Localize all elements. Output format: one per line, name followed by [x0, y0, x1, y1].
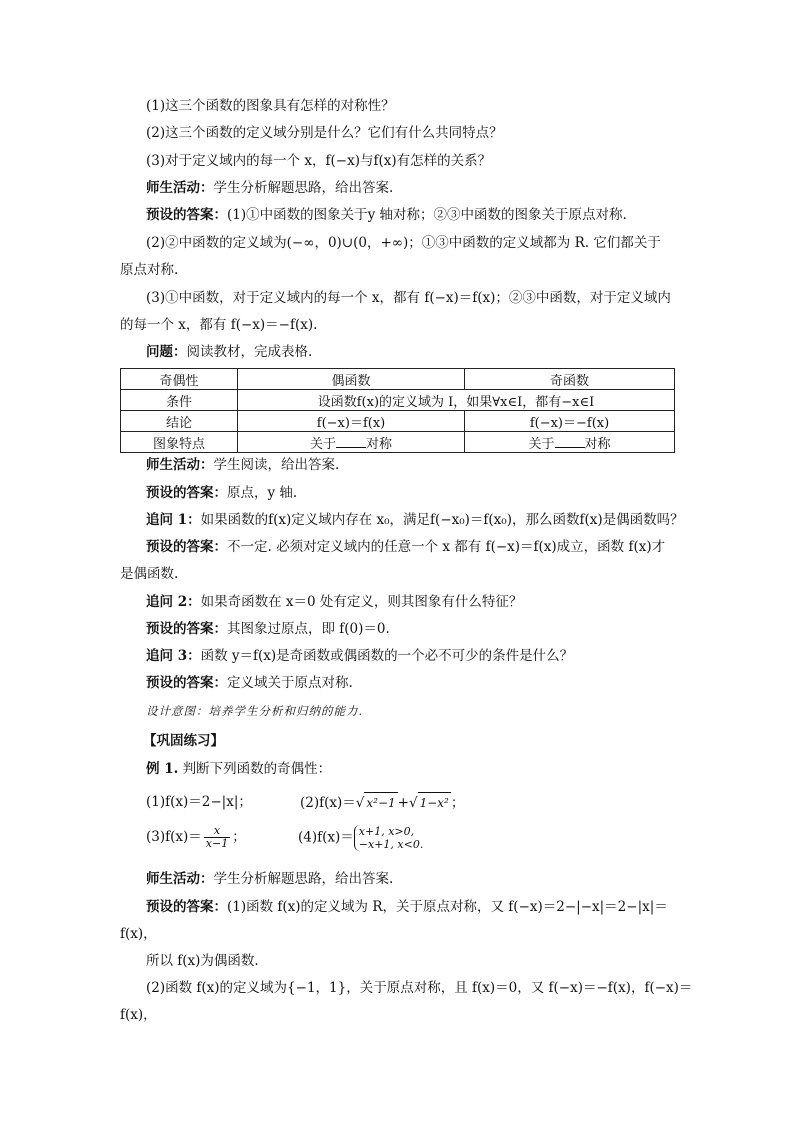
- case-2: −x+1, x<0.: [358, 838, 424, 851]
- answer-1-line-4: (3)①中函数，对于定义域内的每一个 x，都有 f(−x)＝f(x)；②③中函数，对于定义域内: [146, 290, 671, 306]
- fill-blank[interactable]: [555, 433, 585, 448]
- follow-up-question-2: [146, 592, 522, 612]
- table-header-cell: 偶函数: [238, 369, 465, 390]
- example-function-4: [298, 825, 423, 851]
- answer-6-line-4: (2)函数 f(x)的定义域为{−1，1}，关于原点对称，且 f(x)＝0，又 f(−x)＝−f(x)，f(−x)＝: [146, 980, 693, 996]
- answer-label: 预设的答案：: [146, 207, 227, 223]
- f4-prefix: (4)f(x)＝: [298, 829, 354, 846]
- parity-table: [120, 368, 675, 453]
- piecewise-cases: [354, 825, 424, 851]
- intro-question-3: (3)对于定义域内的每一个 x，f(−x)与f(x)有怎样的关系？: [146, 153, 492, 169]
- f2-prefix: (2)f(x)＝: [300, 795, 356, 811]
- intro-question-1: (1)这三个函数的图象具有怎样的对称性？: [146, 98, 395, 114]
- f2-plus: +: [397, 795, 409, 811]
- example-function-2: (2)f(x)＝√ x²−1 +√ 1−x² ；: [300, 792, 464, 813]
- example-1-prompt: [146, 759, 331, 779]
- f2-suffix: ；: [450, 795, 465, 811]
- followup-text: 如果奇函数在 x＝0 处有定义，则其图象有什么特征？: [200, 594, 523, 610]
- f3-prefix: (3)f(x)＝: [146, 829, 202, 845]
- answer-text: 不一定. 必须对定义域内的任意一个 x 都有 f(−x)＝f(x)成立，函数 f(x)才: [227, 539, 666, 555]
- activity-label: 师生活动：: [146, 457, 214, 473]
- followup-label: 追问 3：: [146, 648, 201, 664]
- graph-suffix: 对称: [366, 436, 393, 452]
- table-cell-even-graph: [238, 432, 465, 453]
- preset-answer-4: [146, 619, 390, 639]
- answer-6-continuation: f(x)，: [120, 926, 157, 942]
- question-text: 阅读教材，完成表格.: [186, 344, 313, 360]
- table-row-label: 图象特点: [121, 432, 238, 453]
- intro-question-2: (2)这三个函数的定义域分别是什么？它们有什么共同特点？: [146, 125, 503, 141]
- teacher-activity-3: [146, 869, 393, 889]
- followup-text: 函数 y＝f(x)是奇函数或偶函数的一个必不可少的条件是什么？: [200, 648, 574, 664]
- answer-3-continuation: 是偶函数.: [120, 566, 179, 582]
- preset-answer-6: [146, 897, 668, 917]
- preset-answer-3: [146, 537, 665, 557]
- table-row-condition: [121, 390, 675, 411]
- answer-1-line-3: 原点对称.: [120, 262, 179, 278]
- table-header-cell: 奇函数: [465, 369, 675, 390]
- follow-up-question-1: [146, 510, 684, 530]
- table-row-graph: [121, 432, 675, 453]
- table-header-cell: 奇偶性: [121, 369, 238, 390]
- answer-1-line-5: 的每一个 x，都有 f(−x)＝−f(x).: [120, 317, 318, 333]
- activity-text: 学生分析解题思路，给出答案.: [213, 871, 394, 887]
- design-intent: 设计意图：培养学生分析和归纳的能力.: [146, 704, 364, 718]
- activity-text: 学生分析解题思路，给出答案.: [213, 180, 394, 196]
- answer-text: 定义域关于原点对称.: [227, 675, 353, 691]
- preset-answer-2: [146, 483, 297, 503]
- table-cell-odd-conclusion: f(−x)＝−f(x): [465, 411, 675, 432]
- preset-answer-5: [146, 673, 353, 693]
- answer-label: 预设的答案：: [146, 485, 227, 501]
- graph-prefix: 关于: [528, 436, 555, 452]
- followup-label: 追问 2：: [146, 594, 201, 610]
- example-function-1: (1)f(x)＝2−|x|；: [146, 794, 252, 810]
- answer-text: (1)函数 f(x)的定义域为 R，关于原点对称，又 f(−x)＝2−|−x|＝2−|x|＝: [227, 899, 668, 915]
- fraction-numerator: x: [204, 825, 230, 838]
- activity-label: 师生活动：: [146, 871, 214, 887]
- section-title: 【巩固练习】: [143, 733, 224, 749]
- table-row-conclusion: [121, 411, 675, 432]
- table-cell-condition: 设函数f(x)的定义域为 I，如果∀x∈I，都有−x∈I: [238, 390, 675, 411]
- activity-text: 学生阅读，给出答案.: [213, 457, 340, 473]
- table-header-row: [121, 369, 675, 390]
- table-cell-even-conclusion: f(−x)＝f(x): [238, 411, 465, 432]
- fill-blank[interactable]: [336, 433, 366, 448]
- followup-label: 追问 1：: [146, 512, 201, 528]
- fraction: [204, 825, 230, 850]
- f3-suffix: ；: [232, 829, 246, 845]
- example-label: 例 1.: [146, 761, 179, 777]
- sqrt-term-2: 1−x²: [418, 792, 451, 813]
- table-row-label: 结论: [121, 411, 238, 432]
- graph-suffix: 对称: [584, 436, 611, 452]
- answer-label: 预设的答案：: [146, 621, 227, 637]
- followup-text: 如果函数的f(x)定义域内存在 x₀，满足f(−x₀)＝f(x₀)，那么函数f(x)是偶函数吗？: [200, 512, 684, 528]
- answer-6-line-3: 所以 f(x)为偶函数.: [146, 953, 259, 969]
- activity-label: 师生活动：: [146, 180, 214, 196]
- answer-6-line-5: f(x)，: [120, 1007, 157, 1023]
- teacher-activity-2: [146, 455, 339, 475]
- answer-text: (1)①中函数的图象关于y 轴对称；②③中函数的图象关于原点对称.: [227, 207, 627, 223]
- answer-1-line-2: (2)②中函数的定义域为(−∞，0)∪(0，+∞)；①③中函数的定义域都为 R. 它们都关于: [146, 235, 661, 251]
- table-row-label: 条件: [121, 390, 238, 411]
- answer-text: 其图象过原点，即 f(0)＝0.: [227, 621, 390, 637]
- preset-answer-1: [146, 205, 627, 225]
- case-1: x+1, x>0,: [358, 825, 415, 838]
- answer-text: 原点，y 轴.: [227, 485, 298, 501]
- graph-prefix: 关于: [309, 436, 336, 452]
- question-label: 问题：: [146, 344, 187, 360]
- example-function-3: [146, 825, 246, 850]
- teacher-activity-1: [146, 178, 393, 198]
- follow-up-question-3: [146, 646, 573, 666]
- question-prompt: [146, 342, 312, 362]
- sqrt-term-1: x²−1: [364, 792, 397, 813]
- answer-label: 预设的答案：: [146, 899, 227, 915]
- fraction-denominator: x−1: [205, 837, 229, 850]
- answer-label: 预设的答案：: [146, 539, 227, 555]
- example-text: 判断下列函数的奇偶性：: [182, 761, 332, 777]
- answer-label: 预设的答案：: [146, 675, 227, 691]
- table-cell-odd-graph: [465, 432, 675, 453]
